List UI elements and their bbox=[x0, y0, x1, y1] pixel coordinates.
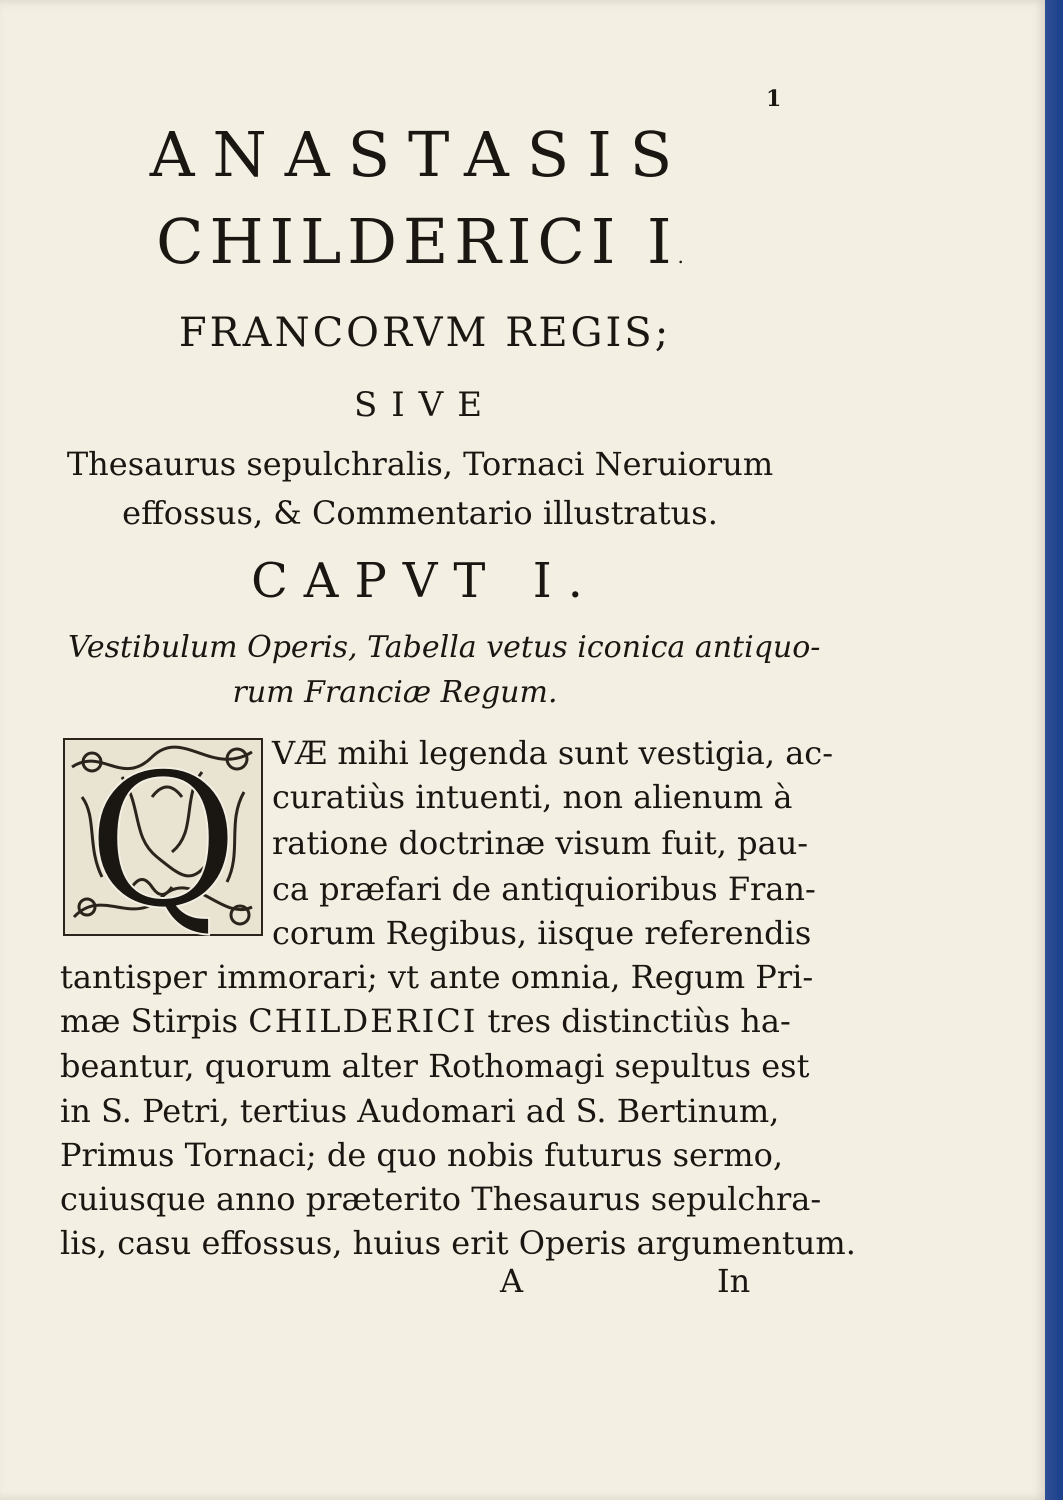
title-line-1: ANASTASIS bbox=[149, 118, 691, 191]
chapter-heading: CAPVT I. bbox=[251, 553, 599, 609]
body-line-7 bbox=[60, 1002, 791, 1040]
chapter-subtitle-line-1: Vestibulum Operis, Tabella vetus iconica antiquo- bbox=[68, 630, 821, 665]
floral-ornament-icon bbox=[62, 737, 264, 937]
name-childerici: CHILDERICI bbox=[248, 1002, 478, 1040]
body-line-7-start: mæ Stirpis bbox=[60, 1002, 239, 1040]
title-line-6: effossus, & Commentario illustratus. bbox=[122, 494, 718, 532]
body-line-8: beantur, quorum alter Rothomagi sepultus est bbox=[60, 1047, 810, 1085]
body-line-10: Primus Tornaci; de quo nobis futurus sermo, bbox=[60, 1136, 783, 1174]
page-number: 1 bbox=[766, 86, 782, 112]
body-line-4: ca præfari de antiquioribus Fran- bbox=[272, 870, 816, 908]
body-line-9: in S. Petri, tertius Audomari ad S. Bertinum, bbox=[60, 1092, 780, 1130]
title-line-3: FRANCORVM REGIS; bbox=[178, 310, 672, 356]
title-line-2-text: CHILDERICI I bbox=[156, 205, 678, 278]
body-line-7-end: tres distinctiùs ha- bbox=[487, 1002, 791, 1040]
catchword: In bbox=[717, 1262, 751, 1300]
chapter-subtitle-line-2: rum Franciæ Regum. bbox=[232, 675, 558, 710]
body-line-11: cuiusque anno præterito Thesaurus sepulchra- bbox=[60, 1180, 822, 1218]
signature-mark: A bbox=[500, 1262, 524, 1300]
body-line-5: corum Regibus, iisque referendis bbox=[272, 914, 812, 952]
body-line-6: tantisper immorari; vt ante omnia, Regum Pri- bbox=[60, 958, 814, 996]
body-line-12: lis, casu effossus, huius erit Operis argumentum. bbox=[60, 1224, 856, 1262]
body-line-1: VÆ mihi legenda sunt vestigia, ac- bbox=[272, 734, 833, 772]
body-line-3: ratione doctrinæ visum fuit, pau- bbox=[272, 824, 809, 862]
body-line-2: curatiùs intuenti, non alienum à bbox=[272, 778, 793, 816]
title-line-5: Thesaurus sepulchralis, Tornaci Neruiorum bbox=[66, 445, 774, 483]
background-edge bbox=[1045, 0, 1063, 1500]
title-line-2-dot: . bbox=[677, 244, 684, 268]
svg-text:Q: Q bbox=[87, 737, 239, 937]
decorated-initial bbox=[62, 737, 264, 937]
title-line-2 bbox=[40, 205, 800, 278]
title-line-4: SIVE bbox=[353, 385, 497, 425]
